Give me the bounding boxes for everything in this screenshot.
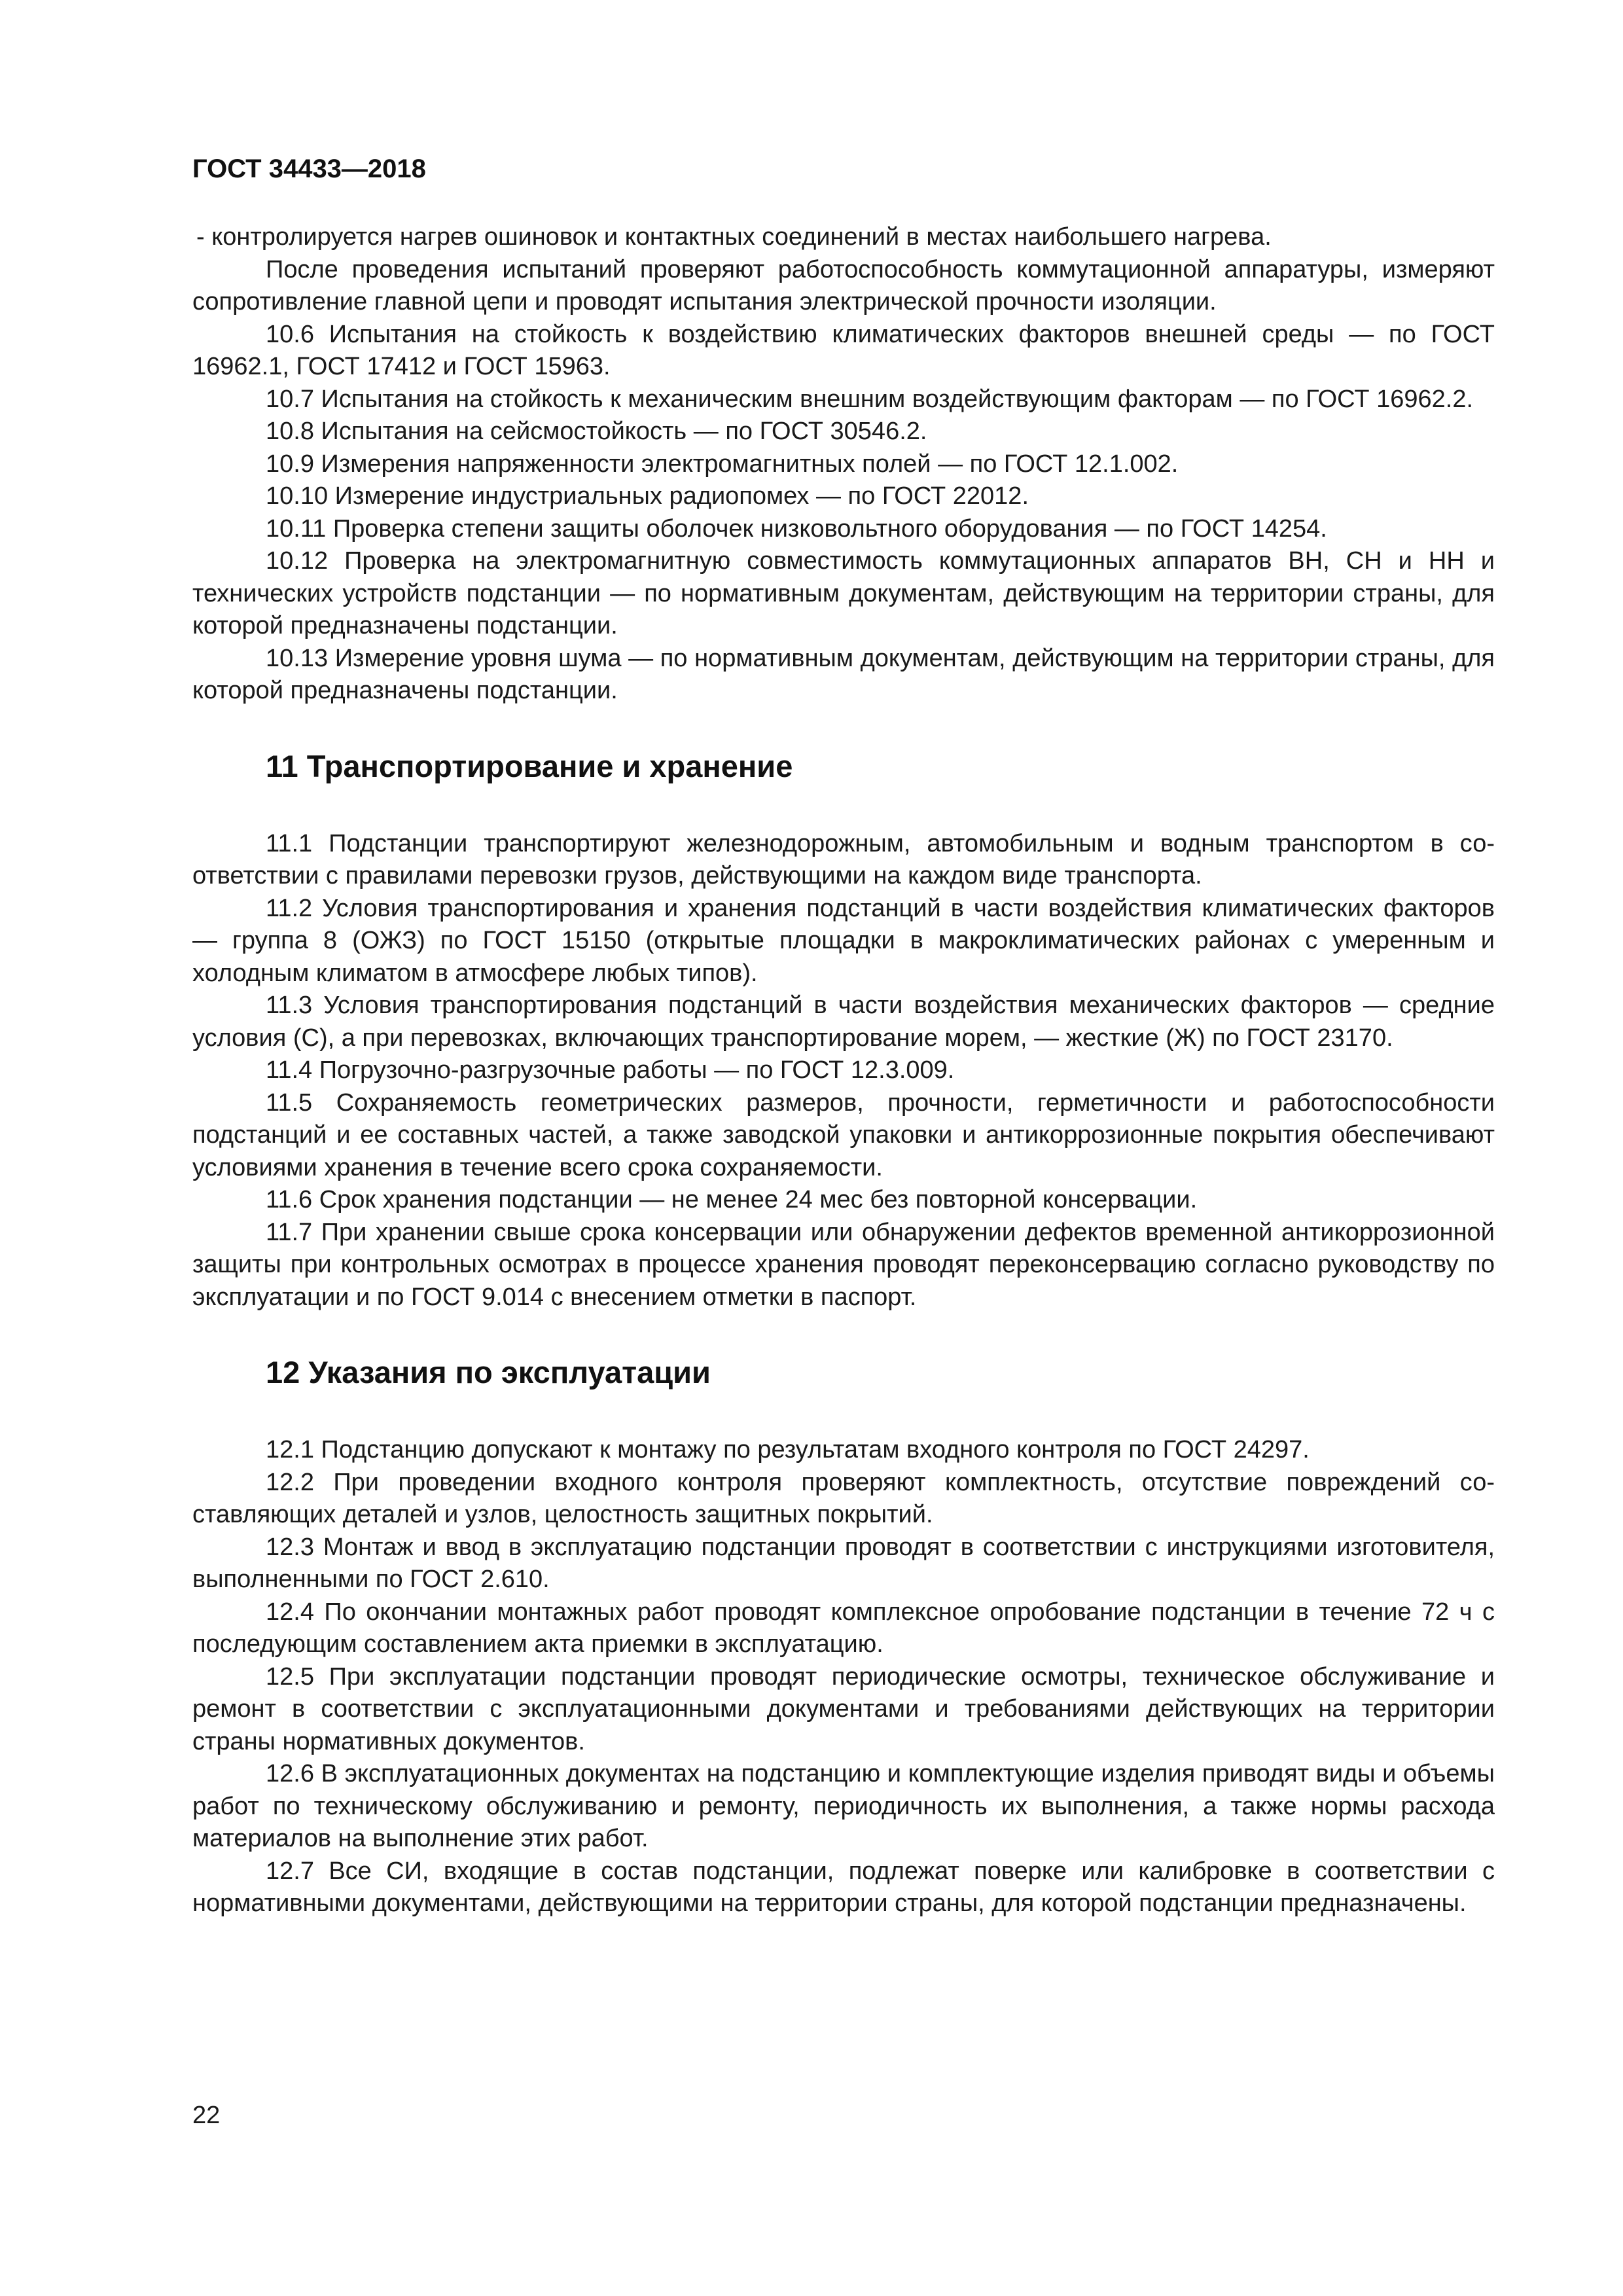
paragraph: 12.7 Все СИ, входящие в состав подстанции, подлежат поверке или калибровке в соответствии с нормативными документами, действующими на территории страны, для которой подстанции предназначены. bbox=[192, 1857, 1495, 1917]
paragraph: 10.10 Измерение индустриальных радиопомех — по ГОСТ 22012. bbox=[266, 482, 1029, 510]
paragraph: 10.13 Измерение уровня шума — по нормативным документам, действующим на территории страны, для которой предназначены подстанции. bbox=[192, 644, 1495, 704]
section-12-title: 12 Указания по эксплуатации bbox=[266, 1355, 711, 1390]
document-header: ГОСТ 34433—2018 bbox=[192, 154, 426, 183]
paragraph: 12.5 При эксплуатации подстанции проводят периодические осмотры, техническое обслуживание и ремонт в соответствии с эксплуатационными документами и требованиями действующих на территории страны нормативных документов. bbox=[192, 1662, 1495, 1755]
paragraph: 11.4 Погрузочно-разгрузочные работы — по ГОСТ 12.3.009. bbox=[266, 1056, 955, 1084]
paragraph: 12.3 Монтаж и ввод в эксплуатацию подстанции проводят в соответствии с инструкциями изготовителя, выполненными по ГОСТ 2.610. bbox=[192, 1533, 1495, 1593]
paragraph: 11.7 При хранении свыше срока консервации или обнаружении дефектов временной антикоррозионной защиты при контрольных осмотрах в процессе хранения проводят переконсервацию согласно руководству по эксплуатации и по ГОСТ 9.014 с внесением отметки в паспорт. bbox=[192, 1218, 1495, 1311]
paragraph: 11.3 Условия транспортирования подстанций в части воздействия механических факторов — средние условия (С), а при перевозках, включающих транспортирование морем, — жесткие (Ж) по ГОСТ 23170. bbox=[192, 992, 1495, 1052]
paragraph: 10.12 Проверка на электромагнитную совместимость коммутационных аппаратов ВН, СН и НН и технических устройств подстанции — по нормативным документам, действующим на территории страны, для которой предназначены подстанции. bbox=[192, 547, 1495, 639]
paragraph: 10.9 Измерения напряженности электромагнитных полей — по ГОСТ 12.1.002. bbox=[266, 450, 1179, 478]
paragraph: 12.6 В эксплуатационных документах на подстанцию и комплектующие изделия приводят виды и объемы работ по техническому обслуживанию и ремонту, периодичность их выполнения, а также нормы расхода материалов на выполнение этих работ. bbox=[192, 1760, 1495, 1852]
paragraph: 10.11 Проверка степени защиты оболочек низковольтного оборудования — по ГОСТ 14254. bbox=[266, 514, 1327, 543]
paragraph: 11.5 Сохраняемость геометрических размеров, прочности, герметичности и работоспособности подстанций и ее составных частей, а также заводской упаковки и антикоррозионные покрытия обеспечивают условиями хранения в течение всего срока сохраняемости. bbox=[192, 1088, 1495, 1181]
document-body bbox=[192, 221, 1495, 1920]
paragraph: 12.4 По окончании монтажных работ проводят комплексное опробование подстанции в течение 72 ч с последующим составлением акта приемки в эксплуатацию. bbox=[192, 1598, 1495, 1658]
section-11-title: 11 Транспортирование и хранение bbox=[266, 748, 793, 783]
page-number: 22 bbox=[192, 2102, 221, 2129]
paragraph: После проведения испытаний проверяют работоспособность коммутационной аппаратуры, измеряют сопротивление главной цепи и проводят испытания электрической прочности изоляции. bbox=[192, 255, 1495, 315]
paragraph: - контролируется нагрев ошиновок и контактных соединений в местах наибольшего нагрева. bbox=[196, 223, 1272, 251]
paragraph: 11.2 Условия транспортирования и хранения подстанций в части воздействия климатических факторов — группа 8 (ОЖЗ) по ГОСТ 15150 (открытые площадки в макроклиматических районах с умеренным и холодным климатом в атмосфере любых типов). bbox=[192, 894, 1495, 987]
paragraph: 11.1 Подстанции транспортируют железнодорожным, автомобильным и водным транспортом в соответствии с правилами перевозки грузов, действующими на каждом виде транспорта. bbox=[192, 829, 1495, 889]
paragraph: 12.1 Подстанцию допускают к монтажу по результатам входного контроля по ГОСТ 24297. bbox=[266, 1436, 1310, 1463]
paragraph: 10.7 Испытания на стойкость к механическим внешним воздействующим факторам — по ГОСТ 16962.2. bbox=[266, 385, 1474, 413]
paragraph: 10.8 Испытания на сейсмостойкость — по ГОСТ 30546.2. bbox=[266, 418, 927, 445]
paragraph: 10.6 Испытания на стойкость к воздействию климатических факторов внешней среды — по ГОСТ 16962.1, ГОСТ 17412 и ГОСТ 15963. bbox=[192, 320, 1495, 380]
paragraph: 12.2 При проведении входного контроля проверяют комплектность, отсутствие повреждений составляющих деталей и узлов, целостность защитных покрытий. bbox=[192, 1468, 1495, 1528]
paragraph: 11.6 Срок хранения подстанции — не менее 24 мес без повторной консервации. bbox=[266, 1186, 1198, 1213]
